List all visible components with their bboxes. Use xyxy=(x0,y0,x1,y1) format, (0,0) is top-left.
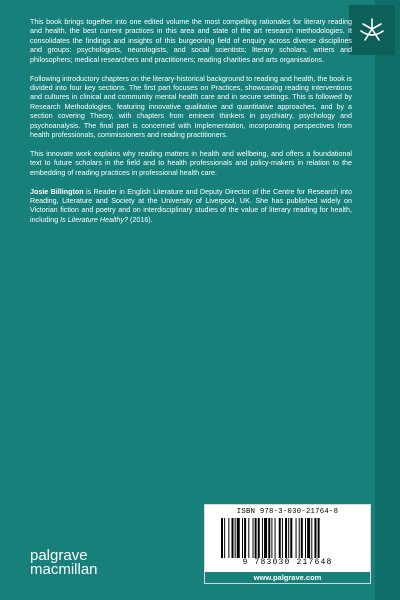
barcode-icon xyxy=(221,518,354,558)
author-book-title: Is Literature Healthy? xyxy=(60,215,129,224)
author-bio-end: (2016). xyxy=(128,215,153,224)
publisher-line-2: macmillan xyxy=(30,561,98,578)
author-bio xyxy=(30,188,352,226)
barcode-panel xyxy=(204,504,371,584)
paragraph-intro: This book brings together into one edited volume the most compelling rationales for literary reading and health, the best current practices in this area and state of the art research methodologies. It consolidates the findings and insights of this burgeoning field of enquiry across diverse disciplines and groups: psychologists, neurologists, and social scientists; literary scholars, writers and philosophers; medical researchers and practitioners; reading charities and arts organisations. xyxy=(30,18,352,64)
publisher-url: www.palgrave.com xyxy=(205,572,370,583)
spine-strip xyxy=(375,0,400,600)
author-bio-text: is Reader in English Literature and Deputy Director of the Centre for Research into Reading, Literature and Society at the University of Liverpool, UK. She has published widely on Victorian fiction and poetry and on interdisciplinary studies of the value of literary reading for health, including xyxy=(30,187,353,224)
author-name: Josie Billington xyxy=(30,187,84,196)
publisher-wordmark xyxy=(30,549,98,577)
publisher-line-1: palgrave xyxy=(30,547,88,564)
palgrave-star-logo-icon xyxy=(357,15,387,45)
back-cover-text xyxy=(30,18,352,235)
barcode-digits: 9 783030 217648 xyxy=(242,558,333,567)
paragraph-structure: Following introductory chapters on the literary-historical background to reading and health, the book is divided into four key sections. The first part focuses on Practices, showcasing reading interventions and cultures in clinical and community mental health care and in secure settings. This is followed by Research Methodologies, featuring innovative qualitative and quantitative approaches, and by a section covering Theory, with chapters from eminent thinkers in psychiatry, psychology and psychoanalysis. The final part is concerned with Implementation, incorporating perspectives from health professionals, commissioners and reading practitioners. xyxy=(30,74,352,139)
isbn-label: ISBN 978-3-030-21764-8 xyxy=(236,508,339,516)
paragraph-summary: This innovate work explains why reading matters in health and wellbeing, and offers a foundational text to future scholars in the field and to health professionals and policy-makers in relation to the embedding of reading practices in professional health care. xyxy=(30,149,352,177)
publisher-logo xyxy=(349,5,395,55)
